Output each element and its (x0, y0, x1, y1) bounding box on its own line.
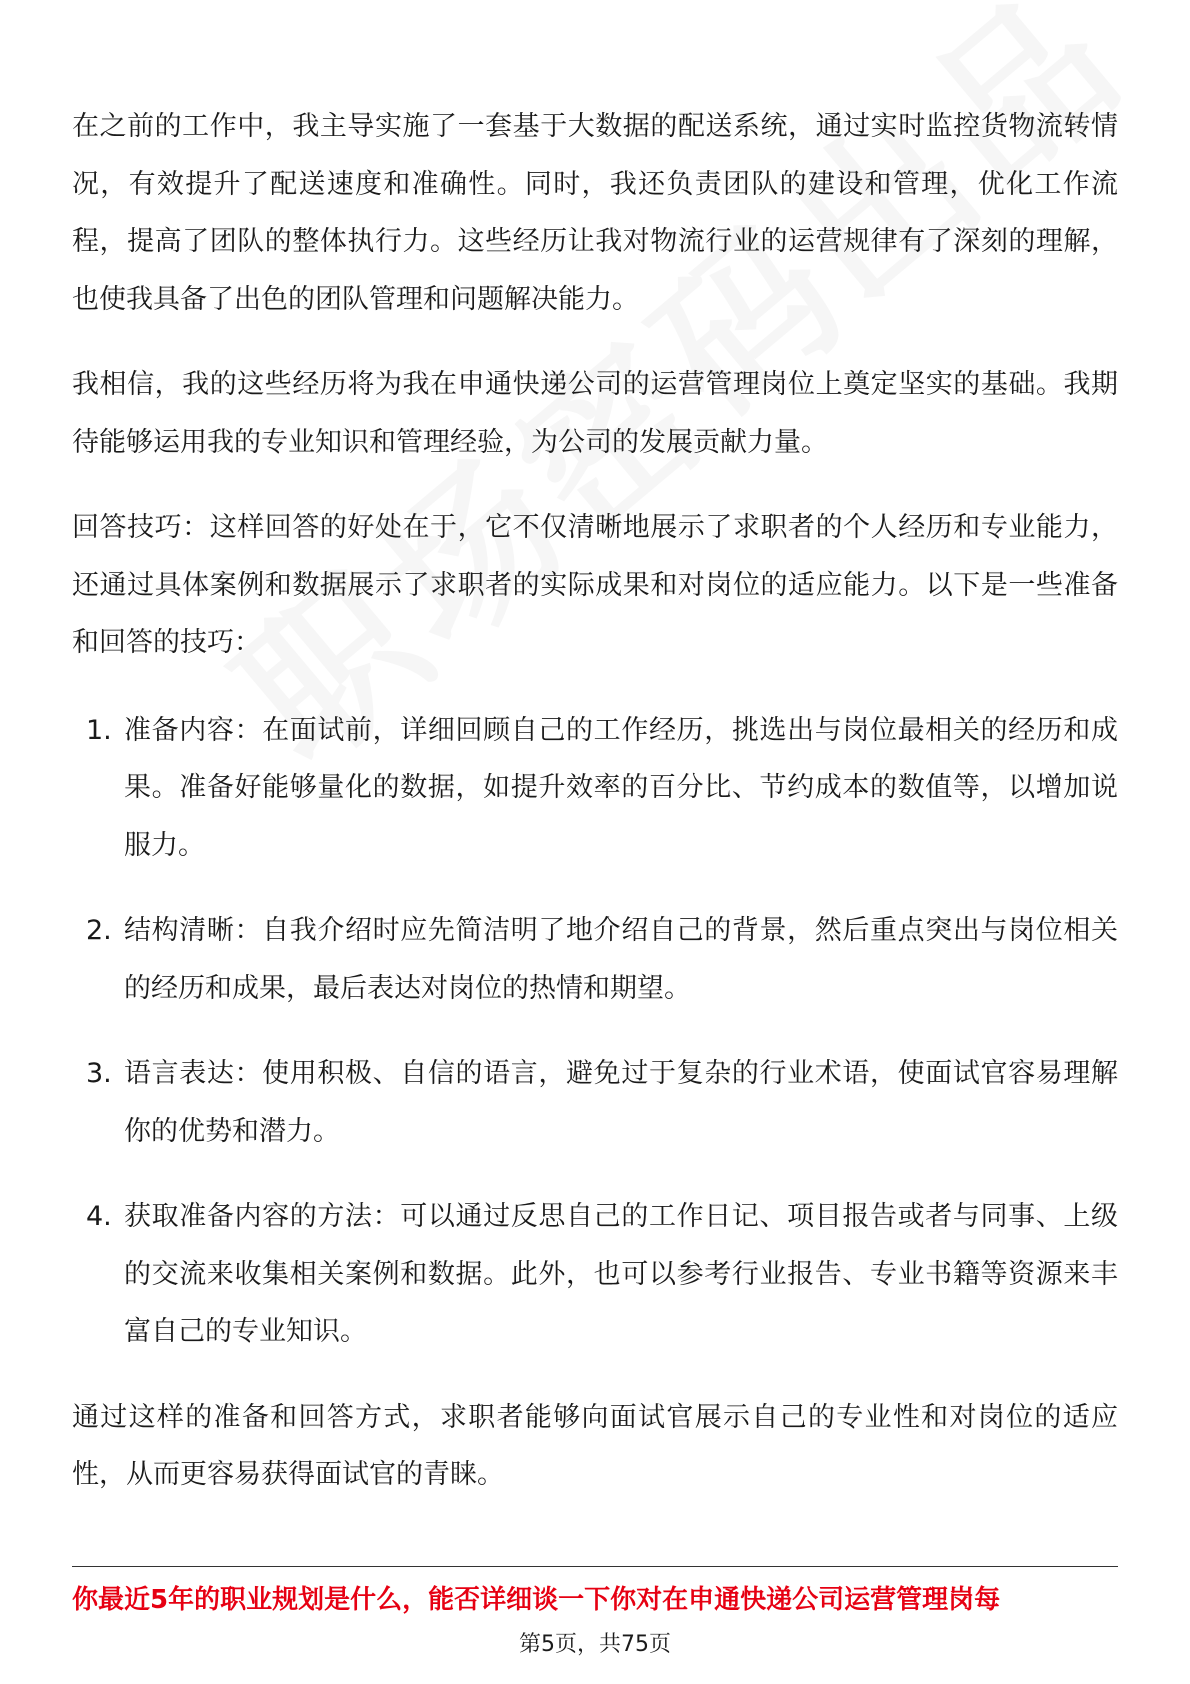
paragraph-answer-tips-intro: 回答技巧：这样回答的好处在于，它不仅清晰地展示了求职者的个人经历和专业能力，还通过具体案例和数据展示了求职者的实际成果和对岗位的适应能力。以下是一些准备和回答的技巧： (72, 512, 1118, 658)
list-item-number: 1. (86, 714, 112, 746)
tips-list (72, 702, 1118, 1361)
paragraph-belief: 我相信，我的这些经历将为我在申通快递公司的运营管理岗位上奠定坚实的基础。我期待能够运用我的专业知识和管理经验，为公司的发展贡献力量。 (72, 369, 1118, 458)
document-body (72, 98, 1118, 1504)
page-number: 第5页，共75页 (519, 1632, 671, 1657)
list-item-text: 准备内容：在面试前，详细回顾自己的工作经历，挑选出与岗位最相关的经历和成果。准备好能够量化的数据，如提升效率的百分比、节约成本的数值等，以增加说服力。 (124, 714, 1118, 861)
list-item (72, 1188, 1118, 1361)
list-item-number: 2. (86, 915, 112, 946)
paragraph-conclusion: 通过这样的准备和回答方式，求职者能够向面试官展示自己的专业性和对岗位的适应性，从而更容易获得面试官的青睐。 (72, 1401, 1118, 1490)
footer-next-question-link[interactable]: 你最近5年的职业规划是什么，能否详细谈一下你对在申通快递公司运营管理岗每 (72, 1585, 1001, 1615)
list-item (72, 902, 1118, 1017)
paragraph-experience: 在之前的工作中，我主导实施了一套基于大数据的配送系统，通过实时监控货物流转情况，有效提升了配送速度和准确性。同时，我还负责团队的建设和管理，优化工作流程，提高了团队的整体执行力。这些经历让我对物流行业的运营规律有了深刻的理解，也使我具备了出色的团队管理和问题解决能力。 (72, 111, 1118, 315)
footer-divider (72, 1566, 1118, 1567)
list-item-text: 语言表达：使用积极、自信的语言，避免过于复杂的行业术语，使面试官容易理解你的优势和潜力。 (124, 1058, 1118, 1147)
list-item (72, 1045, 1118, 1160)
list-item-text: 获取准备内容的方法：可以通过反思自己的工作日记、项目报告或者与同事、上级的交流来收集相关案例和数据。此外，也可以参考行业报告、专业书籍等资源来丰富自己的专业知识。 (124, 1201, 1118, 1347)
list-item-number: 3. (86, 1058, 112, 1089)
list-item (72, 702, 1118, 875)
list-item-text: 结构清晰：自我介绍时应先简洁明了地介绍自己的背景，然后重点突出与岗位相关的经历和成果，最后表达对岗位的热情和期望。 (124, 915, 1118, 1004)
list-item-number: 4. (86, 1201, 112, 1232)
